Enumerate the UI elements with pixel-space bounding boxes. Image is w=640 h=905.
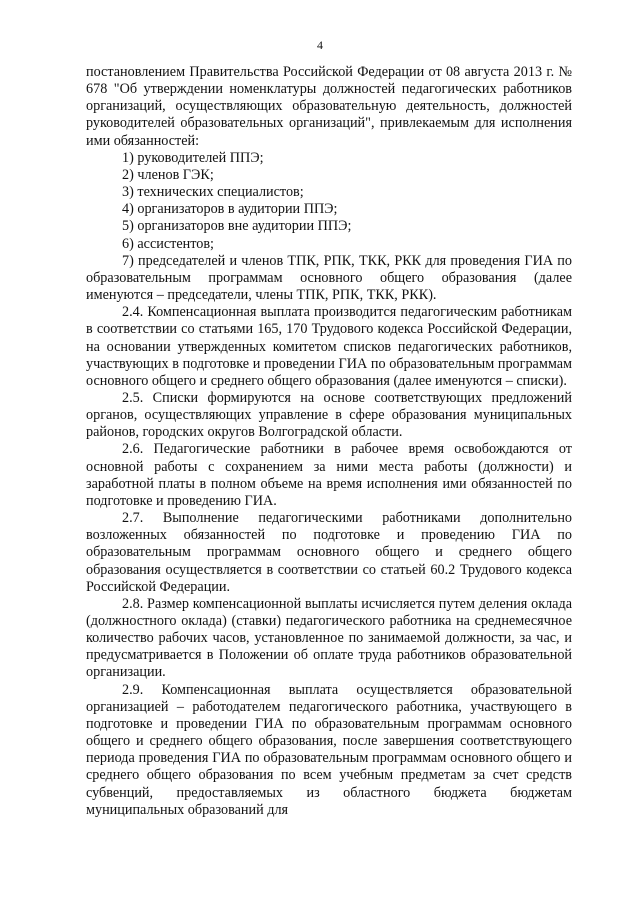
paragraph-2-7: 2.7. Выполнение педагогическими работниками дополнительно возложенных обязанностей по подготовке и проведению ГИА по образовательным программам основного общего и среднего общего образования осуществляется в соответствии со статьей 60.2 Трудового кодекса Российской Федерации.: [86, 510, 572, 595]
list-item: 5) организаторов вне аудитории ППЭ;: [122, 218, 352, 235]
list-item: 7) председателей и членов ТПК, РПК, ТКК, РКК для проведения ГИА по образовательным программам основного общего образования (далее именуются – председатели, члены ТПК, РПК, ТКК, РКК).: [86, 252, 572, 304]
paragraph-2-9: 2.9. Компенсационная выплата осуществляется образовательной организацией – работодателем педагогического работника, участвующего в подготовке и проведении ГИА по образовательным программам основного общего и среднего общего образования, после завершения соответствующего периода проведения ГИА по образовательным программам основного общего и среднего общего образования по всем учебным предметам за счет средств субвенций, предоставляемых из областного бюджета бюджетам муниципальных образований для: [86, 681, 572, 818]
list-item: 1) руководителей ППЭ;: [122, 149, 264, 166]
paragraph-2-4: 2.4. Компенсационная выплата производится педагогическим работникам в соответствии со статьями 165, 170 Трудового кодекса Российской Федерации, на основании утвержденных комитетом списков педагогических работников, участвующих в подготовке и проведении ГИА по образовательным программам основного общего и среднего общего образования (далее именуются – списки).: [86, 304, 572, 389]
paragraph-2-6: 2.6. Педагогические работники в рабочее время освобождаются от основной работы с сохранением за ними места работы (должности) и заработной платы в полном объеме на время исполнения ими обязанностей по подготовке и проведению ГИА.: [86, 441, 572, 509]
document-body: [86, 64, 572, 819]
list-item: 4) организаторов в аудитории ППЭ;: [122, 201, 338, 218]
paragraph-intro: постановлением Правительства Российской Федерации от 08 августа 2013 г. № 678 "Об утверждении номенклатуры должностей педагогических работников организаций, осуществляющих образовательную деятельность, должностей руководителей образовательных организаций", привлекаемым для исполнения ими обязанностей:: [86, 64, 572, 149]
paragraph-2-8: 2.8. Размер компенсационной выплаты исчисляется путем деления оклада (должностного оклада) (ставки) педагогического работника на среднемесячное количество рабочих часов, установленное по занимаемой должности, за час, и предусматривается в Положении об оплате труда работников образовательной организации.: [86, 595, 572, 681]
list-item: 6) ассистентов;: [122, 235, 214, 252]
list-item: 2) членов ГЭК;: [122, 166, 214, 183]
page-number: 4: [317, 38, 323, 52]
paragraph-2-5: 2.5. Списки формируются на основе соответствующих предложений органов, осуществляющих управление в сфере образования муниципальных районов, городских округов Волгоградской области.: [86, 389, 572, 441]
list-item: 3) технических специалистов;: [122, 184, 304, 201]
